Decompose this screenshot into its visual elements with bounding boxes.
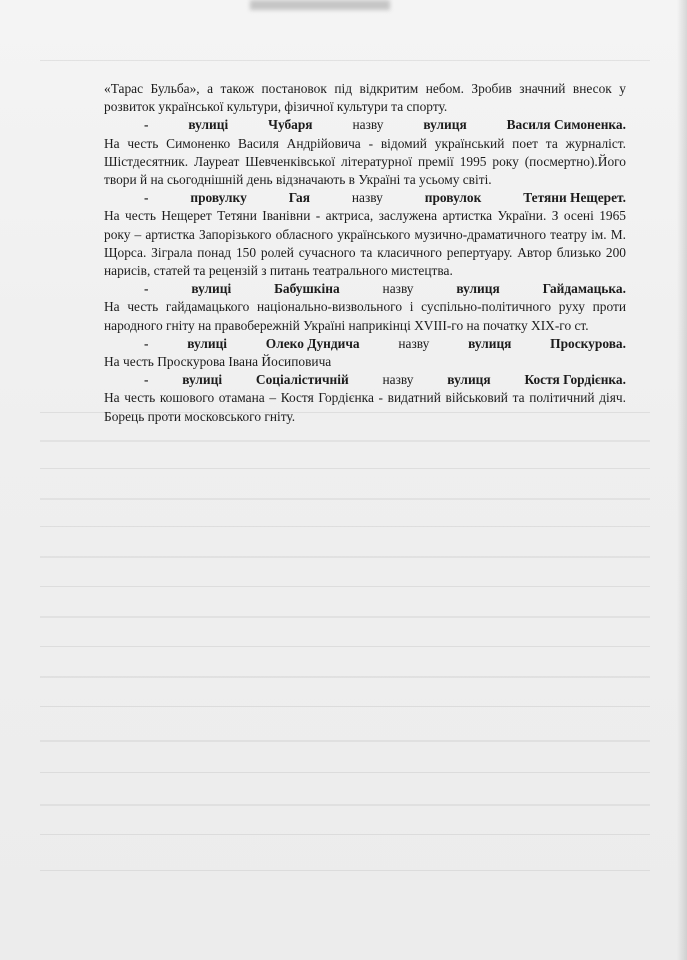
entry-heading: - вулиці Чубаря назву вулиця Василя Симоненка. bbox=[144, 117, 626, 133]
entry-heading: - вулиці Олеко Дундича назву вулиця Проскурова. bbox=[144, 335, 626, 351]
entry-description: На честь кошового отамана – Костя Гордієнка - видатний військовий та політичний діяч. Борець проти московського гніту. bbox=[104, 390, 626, 424]
entry-description: На честь Проскурова Івана Йосиповича bbox=[104, 354, 332, 370]
document-body bbox=[104, 80, 626, 426]
scan-smudge bbox=[250, 0, 390, 10]
rename-entry-4 bbox=[104, 335, 626, 371]
rename-entry-1 bbox=[104, 116, 626, 189]
intro-paragraph: «Тарас Бульба», а також постановок під відкритим небом. Зробив значний внесок у розвиток української культури, фізичної культури та спорту. bbox=[104, 81, 626, 115]
page-edge-shadow bbox=[677, 0, 687, 960]
rename-entry-5 bbox=[104, 371, 626, 426]
entry-description: На честь Симоненко Василя Андрійовича - відомий український поет та журналіст. Шістдесятник. Лауреат Шевченківської літературної премії 1995 року (посмертно).Його твори й на сьогоднішній день відзначають в Україні та усьому світі. bbox=[104, 135, 626, 188]
rename-entry-3 bbox=[104, 280, 626, 335]
entry-description: На честь Нещерет Тетяни Іванівни - актриса, заслужена артистка України. З осені 1965 року – артистка Запорізького обласного українського музично-драматичного театру ім. М. Щорса. Зіграла понад 150 ролей сучасного та класичного репертуару. Автор близько 200 нарисів, статей та рецензій з питань театрального мистецтва. bbox=[104, 208, 626, 279]
entry-heading: - провулку Гая назву провулок Тетяни Нещерет. bbox=[144, 190, 626, 206]
entry-description: На честь гайдамацького національно-визвольного і суспільно-політичного руху проти народного гніту на правобережній Україні наприкінці XVIII-го на початку XIX-го ст. bbox=[104, 299, 626, 333]
rename-entry-2 bbox=[104, 189, 626, 280]
entry-heading: - вулиці Бабушкіна назву вулиця Гайдамацька. bbox=[144, 281, 626, 297]
entry-heading: - вулиці Соціалістичній назву вулиця Костя Гордієнка. bbox=[144, 372, 626, 388]
